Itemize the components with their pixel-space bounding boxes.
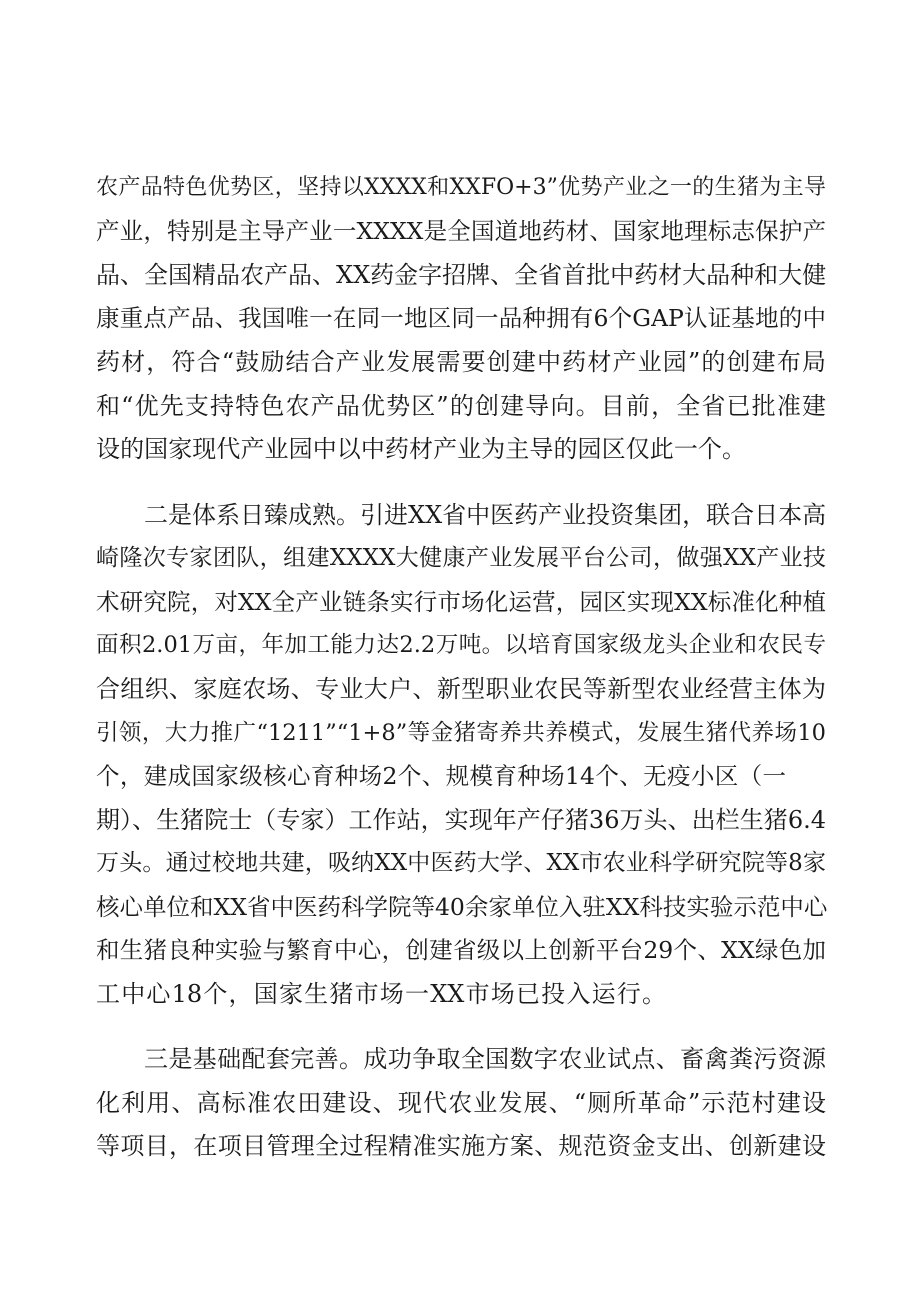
- text-line: 设的国家现代产业园中以中药材产业为主导的园区仅此一个。: [96, 435, 746, 463]
- text-line: 核心单位和XX省中医药科学院等40余家单位入驻XX科技实验示范中心: [96, 893, 828, 921]
- text-line: 工中心18个，国家生猪市场一XX市场已投入运行。: [96, 980, 666, 1008]
- text-line: 药材，符合“鼓励结合产业发展需要创建中药材产业园”的创建布局: [96, 348, 826, 376]
- text-line: 和“优先支持特色农产品优势区”的创建导向。目前，全省已批准建: [96, 392, 826, 420]
- text-line: 康重点产品、我国唯一在同一地区同一品种拥有6个GAP认证基地的中: [96, 304, 826, 332]
- text-line: 引领，大力推广“1211”“1+8”等金猪寄养共养模式，发展生猪代养场10: [96, 720, 826, 746]
- text-line: 术研究院，对XX全产业链条实行市场化运营，园区实现XX标准化种植: [96, 588, 826, 616]
- text-line: 合组织、家庭农场、专业大户、新型职业农民等新型农业经营主体为: [96, 675, 826, 703]
- text-line: 个，建成国家级核心育种场2个、规模育种场14个、无疫小区（一: [96, 762, 786, 790]
- text-line: 化利用、高标准农田建设、现代农业发展、“厕所革命”示范村建设: [96, 1089, 826, 1117]
- text-line: 崎隆次专家团队，组建XXXX大健康产业发展平台公司，做强XX产业技: [96, 545, 826, 571]
- text-line: 品、全国精品农产品、XX药金字招牌、全省首批中药材大品种和大健: [96, 261, 827, 289]
- text-line: 万头。通过校地共建，吸纳XX中医药大学、XX市农业科学研究院等8家: [96, 850, 826, 876]
- text-line: 面积2.01万亩，年加工能力达2.2万吨。以培育国家级龙头企业和农民专: [96, 632, 826, 658]
- text-line: 等项目，在项目管理全过程精准实施方案、规范资金支出、创新建设: [96, 1132, 826, 1160]
- text-line: 产业，特别是主导产业一XXXX是全国道地药材、国家地理标志保护产: [96, 217, 826, 245]
- paragraph-heading-line: 三是基础配套完善。成功争取全国数字农业试点、畜禽粪污资源: [144, 1045, 826, 1073]
- text-line: 农产品特色优势区，坚持以XXXX和XXFO+3”优势产业之一的生猪为主导: [96, 175, 826, 200]
- text-line: 期）、生猪院士（专家）工作站，实现年产仔猪36万头、出栏生猪6.4: [96, 806, 826, 834]
- paragraph-heading-line: 二是体系日臻成熟。引进XX省中医药产业投资集团，联合日本高: [144, 501, 827, 529]
- text-line: 和生猪良种实验与繁育中心，创建省级以上创新平台29个、XX绿色加: [96, 936, 826, 964]
